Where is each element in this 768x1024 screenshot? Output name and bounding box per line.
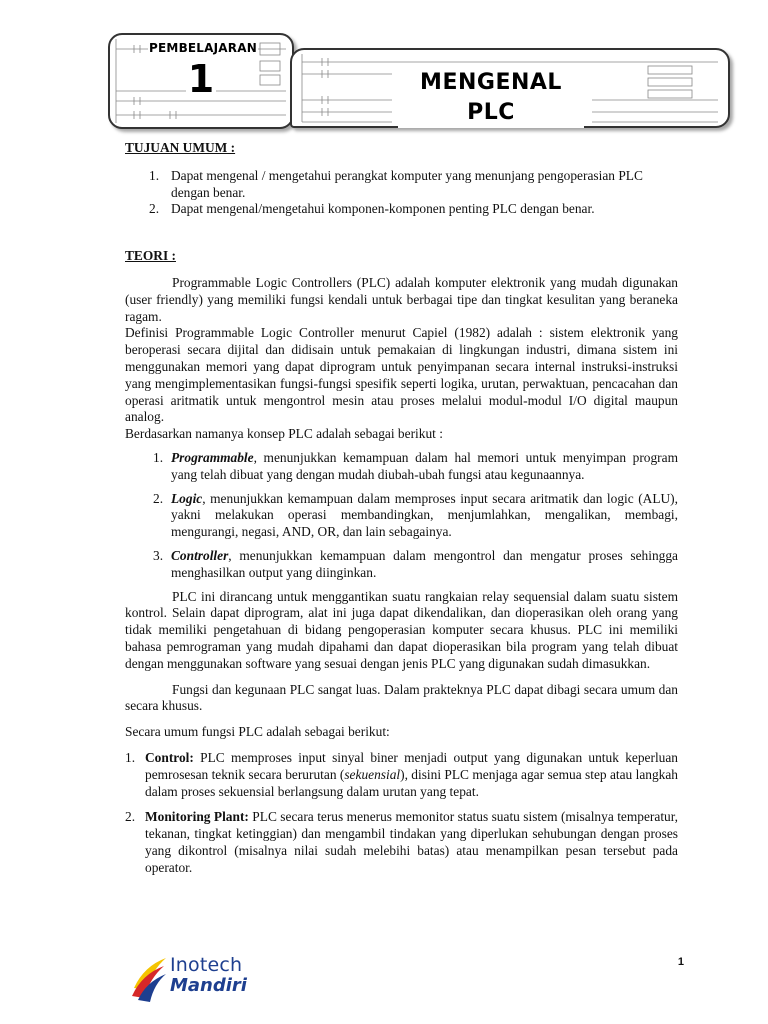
concept-text: , menunjukkan kemampuan dalam hal memori untuk menyimpan program yang telah dibuat yang dengan mudah diubah-ubah fungsi atau kegunaannya. — [171, 449, 678, 482]
chapter-label: PEMBELAJARAN — [149, 41, 257, 55]
list-number: 1. — [149, 167, 160, 183]
list-item — [153, 490, 678, 541]
list-number: 2. — [125, 809, 136, 825]
function-term: Monitoring Plant: — [145, 809, 249, 825]
chapter-number: 1 — [187, 57, 215, 101]
paragraph: Secara umum fungsi PLC adalah sebagai berikut: — [125, 724, 390, 740]
concept-term: Programmable — [171, 449, 254, 465]
paragraph: PLC ini dirancang untuk menggantikan suatu rangkaian relay sequensial dalam suatu sistem kontrol. Selain dapat diprogram, alat ini juga dapat dikendalikan, dan dioperasikan oleh orang yang tidak memiliki pengetahuan di bidang pengoperasian komputer secara khusus. PLC ini memiliki bahasa pemrograman yang mudah dipahami dan dapat dioperasikan bila program yang telah dibuat dengan menggunakan software yang sesuai dengan jenis PLC yang digunakan sudah dimasukkan. — [125, 588, 678, 671]
paragraph: Berdasarkan namanya konsep PLC adalah sebagai berikut : — [125, 426, 443, 442]
teori-heading: TEORI : — [125, 248, 176, 264]
list-item — [125, 749, 678, 800]
list-number: 2. — [149, 201, 160, 217]
logo-text-mandiri: Mandiri — [170, 975, 247, 996]
chapter-header — [0, 0, 768, 135]
function-text: PLC secara terus menerus memonitor status suatu sistem (misalnya temperatur, tekanan, tingkat ketinggian) dan mengambil tindakan yang diperlukan sehubungan dengan proses yang dikontrol (misalnya nilai sudah melebihi batas) atau menampilkan pesan tersebut pada operator. — [145, 809, 679, 875]
tujuan-heading: TUJUAN UMUM : — [125, 140, 236, 155]
concept-term: Logic — [171, 490, 203, 506]
concept-term: Controller — [171, 547, 229, 563]
tujuan-list — [125, 168, 678, 218]
paragraph: Programmable Logic Controllers (PLC) adalah komputer elektronik yang mudah digunakan (user friendly) yang memiliki fungsi kendali untuk berbagai tipe dan tingkat kesulitan yang beraneka ragam. — [125, 274, 678, 324]
list-item — [125, 809, 679, 876]
list-item-text: Dapat mengenal / mengetahui perangkat komputer yang menunjang pengoperasian PLC dengan benar. — [171, 167, 643, 200]
function-list — [125, 750, 678, 877]
list-number: 3. — [153, 547, 164, 563]
page-content — [125, 138, 678, 876]
list-number: 1. — [125, 749, 136, 765]
function-term: Control: — [145, 749, 194, 765]
page-number: 1 — [677, 956, 684, 968]
list-item-text: Dapat mengenal/mengetahui komponen-komponen penting PLC dengan benar. — [171, 201, 595, 217]
list-item — [153, 449, 678, 484]
list-item — [153, 547, 678, 582]
list-item — [149, 201, 678, 218]
concept-text: , menunjukkan kemampuan dalam memproses input secara aritmatik dan logic (ALU), yakni melakukan operasi membandingkan, menjumlahkan, mengalikan, membagi, mengurangi, negasi, AND, OR, dan lain sebagainya. — [171, 490, 678, 540]
concept-text: , menunjukkan kemampuan dalam mengontrol dan mengatur proses sehingga menghasilkan output yang diinginkan. — [171, 547, 678, 580]
function-text: PLC memproses input sinyal biner menjadi output yang digunakan untuk keperluan pemrosesan teknik secara berurutan ( — [145, 749, 678, 782]
function-text: ), disini PLC menjaga agar semua step atau langkah dalam proses sekuensial berlangsung dalam urutan yang tepat. — [145, 766, 678, 799]
paragraph: Definisi Programmable Logic Controller menurut Capiel (1982) adalah : sistem elektronik yang beroperasi secara dijital dan didisain untuk pemakaian di lingkungan industri, dimana sistem ini menggunakan memori yang dapat diprogram untuk penyimpanan secara internal instruksi-instruksi yang mengimplementasikan fungsi-fungsi spesifik seperti logika, urutan, perwaktuan, pencacahan dan operasi aritmatik untuk mengontrol mesin atau proses melalui modul-modul I/O digital maupun analog. — [125, 325, 678, 425]
list-item — [149, 167, 678, 202]
concept-list — [125, 450, 678, 582]
list-number: 1. — [153, 449, 164, 465]
chapter-title: MENGENAL PLC — [398, 68, 584, 128]
function-italic: sekuensial — [344, 766, 401, 782]
list-number: 2. — [153, 490, 164, 506]
logo-text-inotech: Inotech — [170, 954, 243, 976]
paragraph: Fungsi dan kegunaan PLC sangat luas. Dalam prakteknya PLC dapat dibagi secara umum dan secara khusus. — [125, 681, 678, 714]
